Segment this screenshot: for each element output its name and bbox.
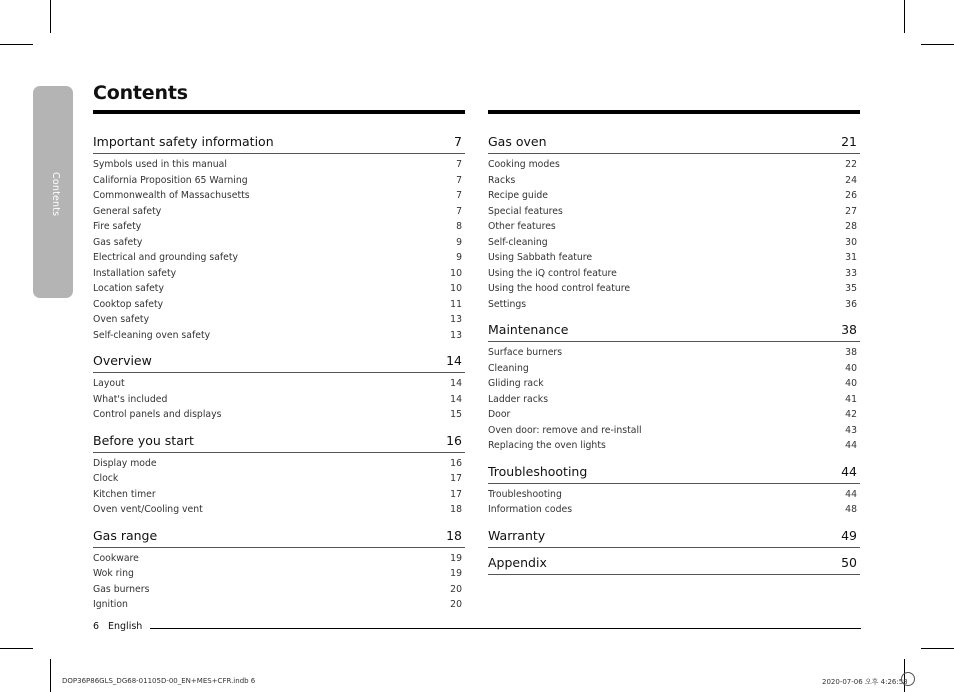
- toc-entry-label: Gliding rack: [488, 378, 544, 390]
- toc-entry[interactable]: [93, 188, 465, 204]
- toc-entry[interactable]: [93, 204, 465, 220]
- toc-entry-label: Ladder racks: [488, 393, 549, 405]
- toc-entry[interactable]: [93, 281, 465, 297]
- toc-entry[interactable]: [93, 566, 465, 582]
- toc-entry[interactable]: [93, 471, 465, 487]
- toc-entry[interactable]: [93, 487, 465, 503]
- toc-entry[interactable]: [93, 582, 465, 598]
- toc-section: [488, 551, 860, 575]
- toc-entry-label: Self-cleaning: [488, 236, 548, 248]
- toc-section-title: Gas oven: [488, 134, 547, 149]
- crop-mark: [50, 0, 51, 33]
- toc-section: [488, 460, 860, 524]
- toc-entry[interactable]: [488, 297, 860, 313]
- toc-entry-page: 26: [845, 190, 857, 202]
- footer-rule: [150, 628, 861, 629]
- toc-entry-label: Control panels and displays: [93, 409, 222, 421]
- toc-entry-page: 44: [845, 488, 857, 500]
- toc-entry-page: 15: [450, 409, 462, 421]
- toc-entry-label: Commonwealth of Massachusetts: [93, 190, 250, 202]
- toc-entry-page: 17: [450, 473, 462, 485]
- toc-section-title: Maintenance: [488, 322, 569, 337]
- toc-entry-label: Recipe guide: [488, 190, 549, 202]
- toc-entry-label: Electrical and grounding safety: [93, 252, 239, 264]
- toc-entry[interactable]: [488, 204, 860, 220]
- toc-entry[interactable]: [93, 328, 465, 344]
- toc-entry-label: Special features: [488, 205, 563, 217]
- print-slug-file: DOP36P86GLS_DG68-01105D-00_EN+MES+CFR.indb 6: [62, 677, 256, 685]
- toc-entry-list: [488, 154, 860, 318]
- toc-entry-label: Clock: [93, 473, 119, 485]
- toc-entry-page: 7: [456, 174, 462, 186]
- crop-mark: [0, 648, 33, 649]
- toc-section-page: 44: [841, 463, 857, 479]
- toc-entry-page: 24: [845, 174, 857, 186]
- toc-entry-page: 40: [845, 362, 857, 374]
- toc-entry-page: 38: [845, 347, 857, 359]
- toc-entry-page: 17: [450, 488, 462, 500]
- toc-section: [488, 318, 860, 460]
- toc-entry-label: Using Sabbath feature: [488, 252, 593, 264]
- toc-entry-page: 13: [450, 314, 462, 326]
- toc-entry-page: 7: [456, 190, 462, 202]
- toc-entry[interactable]: [488, 407, 860, 423]
- toc-entry[interactable]: [93, 219, 465, 235]
- toc-entry-page: 7: [456, 205, 462, 217]
- toc-section-title: Overview: [93, 353, 152, 368]
- toc-entry-page: 27: [845, 205, 857, 217]
- toc-section: [488, 130, 860, 318]
- toc-entry[interactable]: [93, 551, 465, 567]
- toc-entry-label: Kitchen timer: [93, 488, 156, 500]
- toc-entry-label: Surface burners: [488, 347, 563, 359]
- toc-entry[interactable]: [93, 502, 465, 518]
- toc-section-heading[interactable]: [93, 349, 465, 373]
- page-title: Contents: [93, 82, 188, 104]
- registration-mark: [901, 672, 915, 686]
- toc-section-heading[interactable]: [488, 130, 860, 154]
- toc-entry-page: 11: [450, 298, 462, 310]
- toc-entry-page: 9: [456, 236, 462, 248]
- toc-entry-label: Oven vent/Cooling vent: [93, 504, 203, 516]
- toc-entry[interactable]: [93, 157, 465, 173]
- toc-entry[interactable]: [488, 235, 860, 251]
- toc-section-page: 21: [841, 134, 857, 149]
- toc-right-column: [488, 110, 860, 578]
- toc-entry-page: 31: [845, 252, 857, 264]
- crop-mark: [904, 0, 905, 33]
- toc-entry-label: California Proposition 65 Warning: [93, 174, 248, 186]
- toc-entry-label: Racks: [488, 174, 516, 186]
- toc-entry-page: 40: [845, 378, 857, 390]
- toc-entry-page: 10: [450, 267, 462, 279]
- crop-mark: [0, 44, 33, 45]
- toc-entry-list: [93, 453, 465, 524]
- toc-entry-label: Symbols used in this manual: [93, 159, 227, 171]
- toc-entry-page: 30: [845, 236, 857, 248]
- toc-entry-label: Troubleshooting: [488, 488, 562, 500]
- toc-entry-list: [488, 484, 860, 524]
- toc-entry-label: General safety: [93, 205, 162, 217]
- toc-section-title: Appendix: [488, 554, 547, 570]
- toc-entry-page: 13: [450, 329, 462, 341]
- toc-entry-label: Settings: [488, 298, 527, 310]
- toc-entry-page: 9: [456, 252, 462, 264]
- toc-entry-label: Door: [488, 409, 511, 421]
- toc-entry[interactable]: [93, 297, 465, 313]
- toc-section-page: 18: [446, 527, 462, 543]
- toc-entry[interactable]: [488, 438, 860, 454]
- toc-section-heading[interactable]: [93, 429, 465, 453]
- toc-section-page: 16: [446, 432, 462, 448]
- crop-mark: [50, 659, 51, 692]
- toc-entry-list: [93, 373, 465, 429]
- toc-entry-label: Oven door: remove and re-install: [488, 424, 642, 436]
- toc-entry[interactable]: [488, 173, 860, 189]
- toc-entry-page: 28: [845, 221, 857, 233]
- toc-entry-label: Layout: [93, 378, 125, 390]
- toc-entry[interactable]: [93, 407, 465, 423]
- toc-entry-label: Display mode: [93, 457, 157, 469]
- toc-entry[interactable]: [488, 219, 860, 235]
- toc-entry-label: Ignition: [93, 599, 128, 611]
- toc-entry-page: 10: [450, 283, 462, 295]
- toc-entry[interactable]: [488, 392, 860, 408]
- toc-entry-page: 22: [845, 159, 857, 171]
- toc-section-page: 49: [841, 527, 857, 543]
- toc-section-page: 50: [841, 554, 857, 570]
- toc-entry-page: 19: [450, 568, 462, 580]
- toc-entry[interactable]: [93, 266, 465, 282]
- toc-entry[interactable]: [488, 266, 860, 282]
- toc-entry-list: [93, 154, 465, 349]
- toc-entry-label: Fire safety: [93, 221, 142, 233]
- toc-entry-label: Using the iQ control feature: [488, 267, 617, 279]
- toc-entry-list: [488, 342, 860, 460]
- toc-section-heading[interactable]: [488, 524, 860, 548]
- toc-entry-label: Oven safety: [93, 314, 150, 326]
- toc-entry-label: Cooktop safety: [93, 298, 164, 310]
- toc-entry-page: 48: [845, 504, 857, 516]
- toc-entry-label: Wok ring: [93, 568, 134, 580]
- column-rule: [488, 110, 860, 114]
- toc-section-title: Troubleshooting: [488, 463, 588, 479]
- toc-entry[interactable]: [93, 392, 465, 408]
- toc-entry-page: 14: [450, 393, 462, 405]
- toc-entry-page: 19: [450, 552, 462, 564]
- column-rule: [93, 110, 465, 114]
- toc-entry[interactable]: [488, 487, 860, 503]
- toc-section: [93, 349, 465, 429]
- toc-left-column: [93, 110, 465, 619]
- toc-entry-page: 18: [450, 504, 462, 516]
- toc-section-title: Important safety information: [93, 134, 274, 149]
- toc-entry-label: Gas burners: [93, 583, 150, 595]
- toc-section-title: Warranty: [488, 527, 546, 543]
- toc-entry-label: Other features: [488, 221, 556, 233]
- toc-entry[interactable]: [93, 235, 465, 251]
- toc-section-heading[interactable]: [488, 460, 860, 484]
- toc-entry-page: 16: [450, 457, 462, 469]
- toc-section-heading[interactable]: [93, 130, 465, 154]
- toc-entry-page: 20: [450, 599, 462, 611]
- toc-entry-page: 14: [450, 378, 462, 390]
- toc-entry[interactable]: [488, 250, 860, 266]
- toc-entry[interactable]: [488, 376, 860, 392]
- toc-entry[interactable]: [93, 597, 465, 613]
- toc-entry[interactable]: [488, 423, 860, 439]
- toc-section: [93, 429, 465, 524]
- toc-entry-page: 35: [845, 283, 857, 295]
- toc-section: [93, 524, 465, 619]
- toc-entry[interactable]: [93, 312, 465, 328]
- toc-entry-page: 42: [845, 409, 857, 421]
- toc-section: [488, 524, 860, 548]
- toc-entry-label: Using the hood control feature: [488, 283, 631, 295]
- toc-entry-label: Self-cleaning oven safety: [93, 329, 211, 341]
- toc-section-page: 7: [454, 134, 462, 149]
- crop-mark: [921, 648, 954, 649]
- footer-page-number: 6: [93, 621, 100, 632]
- toc-entry[interactable]: [93, 173, 465, 189]
- toc-entry[interactable]: [488, 157, 860, 173]
- toc-entry-list: [93, 548, 465, 619]
- toc-entry-page: 20: [450, 583, 462, 595]
- toc-entry[interactable]: [488, 502, 860, 518]
- toc-entry-label: Gas safety: [93, 236, 143, 248]
- toc-entry[interactable]: [93, 250, 465, 266]
- toc-section-heading[interactable]: [93, 524, 465, 548]
- toc-entry-page: 33: [845, 267, 857, 279]
- toc-entry-label: Information codes: [488, 504, 573, 516]
- toc-entry-label: What's included: [93, 393, 168, 405]
- toc-section-heading[interactable]: [488, 318, 860, 342]
- toc-section-page: 14: [446, 353, 462, 368]
- toc-entry-label: Cleaning: [488, 362, 529, 374]
- toc-entry-label: Installation safety: [93, 267, 177, 279]
- toc-section-page: 38: [841, 322, 857, 337]
- toc-entry[interactable]: [488, 281, 860, 297]
- toc-entry-page: 8: [456, 221, 462, 233]
- toc-section: [93, 130, 465, 349]
- toc-entry-label: Replacing the oven lights: [488, 440, 606, 452]
- print-slug-timestamp: 2020-07-06 오후 4:26:58: [822, 678, 908, 686]
- toc-entry-label: Cooking modes: [488, 159, 560, 171]
- toc-entry-page: 41: [845, 393, 857, 405]
- toc-entry[interactable]: [93, 376, 465, 392]
- toc-entry-page: 36: [845, 298, 857, 310]
- footer-language: English: [108, 621, 143, 632]
- toc-entry[interactable]: [93, 456, 465, 472]
- toc-entry-page: 7: [456, 159, 462, 171]
- toc-entry-label: Location safety: [93, 283, 164, 295]
- toc-section-title: Before you start: [93, 432, 194, 448]
- toc-section-heading[interactable]: [488, 551, 860, 575]
- toc-section-title: Gas range: [93, 527, 158, 543]
- toc-entry[interactable]: [488, 188, 860, 204]
- crop-mark: [921, 44, 954, 45]
- side-tab-label: Contents: [50, 172, 61, 217]
- toc-entry[interactable]: [488, 345, 860, 361]
- toc-entry-page: 43: [845, 424, 857, 436]
- toc-entry[interactable]: [488, 361, 860, 377]
- toc-entry-page: 44: [845, 440, 857, 452]
- toc-entry-label: Cookware: [93, 552, 139, 564]
